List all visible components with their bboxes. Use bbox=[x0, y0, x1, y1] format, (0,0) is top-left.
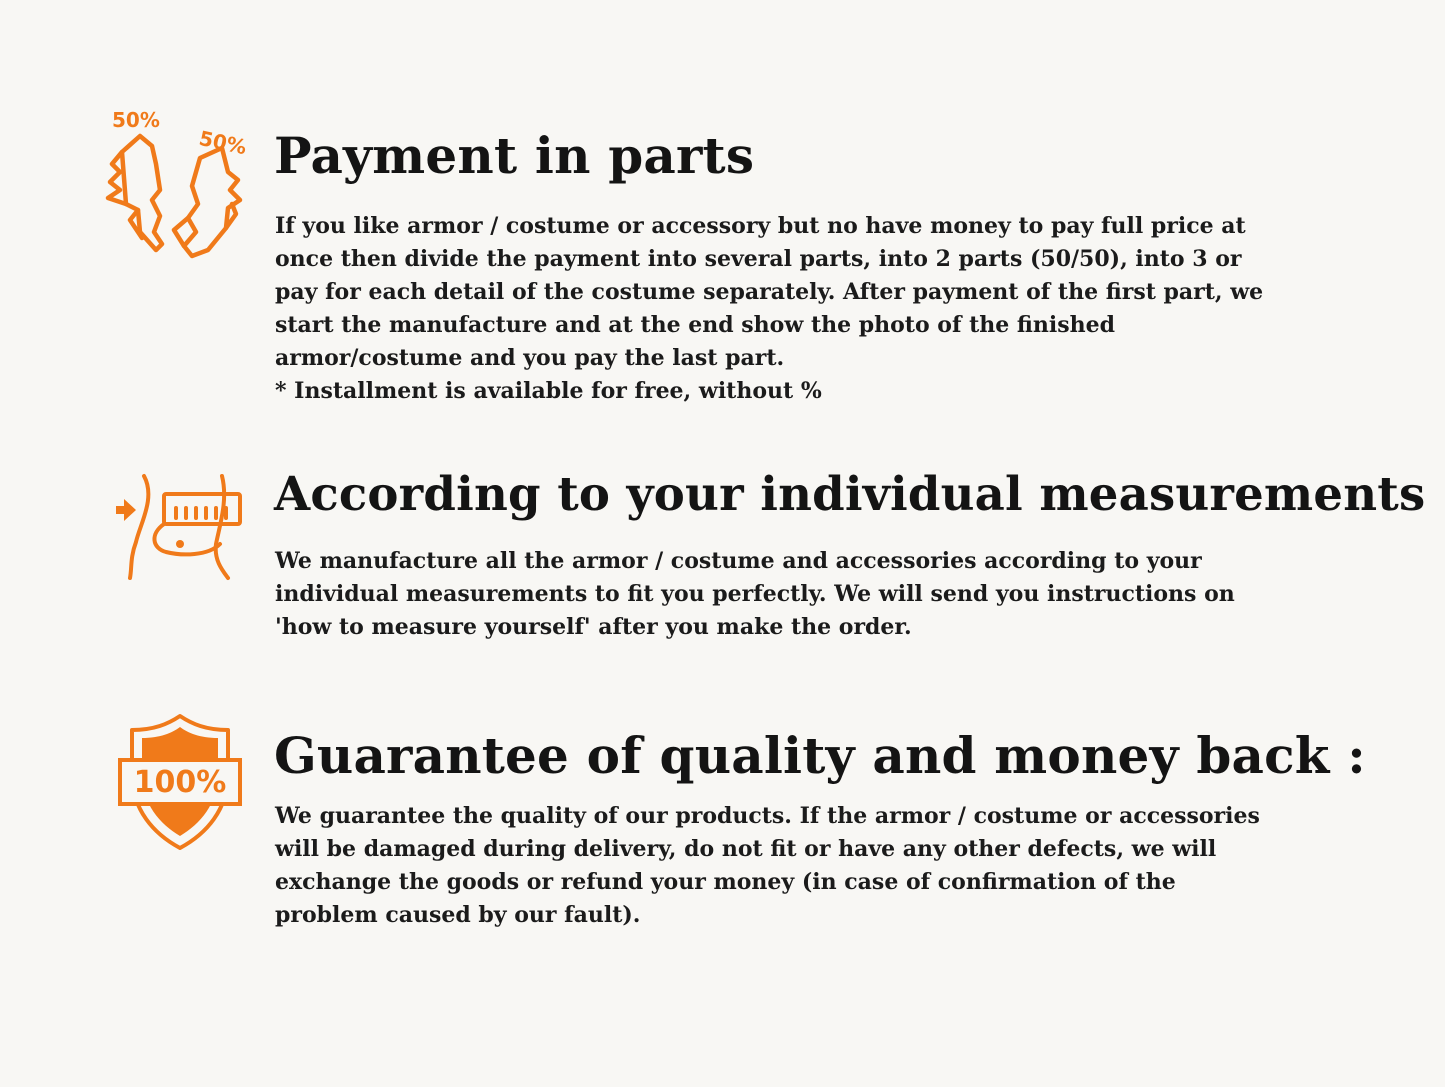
section-title: Guarantee of quality and money back : bbox=[274, 726, 1366, 785]
section-title: According to your individual measurements bbox=[274, 466, 1426, 521]
description-line: pay for each detail of the costume separately. After payment of the first part, we bbox=[275, 279, 1264, 305]
section-title: Payment in parts bbox=[274, 126, 755, 185]
payment-in-parts-section bbox=[0, 0, 1445, 420]
description-line: start the manufacture and at the end show the photo of the finished bbox=[275, 312, 1116, 338]
description-note: * Installment is available for free, without % bbox=[275, 378, 822, 404]
individual-measurements-section bbox=[0, 420, 1445, 670]
description-line: We guarantee the quality of our products. If the armor / costume or accessories bbox=[275, 803, 1260, 829]
split-payment-label-left: 50% bbox=[112, 108, 160, 132]
section-description bbox=[275, 545, 1275, 644]
guarantee-section bbox=[0, 690, 1445, 950]
guarantee-percentage: 100% bbox=[133, 765, 227, 800]
description-line: once then divide the payment into several parts, into 2 parts (50/50), into 3 or bbox=[275, 246, 1242, 272]
description-line: If you like armor / costume or accessory but no have money to pay full price at bbox=[275, 213, 1246, 239]
section-description bbox=[275, 800, 1275, 932]
description-line: We manufacture all the armor / costume and accessories according to your bbox=[275, 548, 1202, 574]
description-line: problem caused by our fault). bbox=[275, 902, 641, 928]
description-line: armor/costume and you pay the last part. bbox=[275, 345, 785, 371]
description-line: will be damaged during delivery, do not fit or have any other defects, we will bbox=[275, 836, 1217, 862]
description-line: exchange the goods or refund your money (in case of confirmation of the bbox=[275, 869, 1176, 895]
section-description bbox=[275, 210, 1275, 408]
split-payment-label-right: 50% bbox=[196, 125, 249, 160]
split-payment-icon bbox=[100, 100, 260, 265]
description-line: 'how to measure yourself' after you make the order. bbox=[275, 614, 912, 640]
description-line: individual measurements to fit you perfectly. We will send you instructions on bbox=[275, 581, 1235, 607]
guarantee-shield-icon bbox=[112, 710, 248, 854]
waist-measurement-icon bbox=[110, 464, 250, 588]
